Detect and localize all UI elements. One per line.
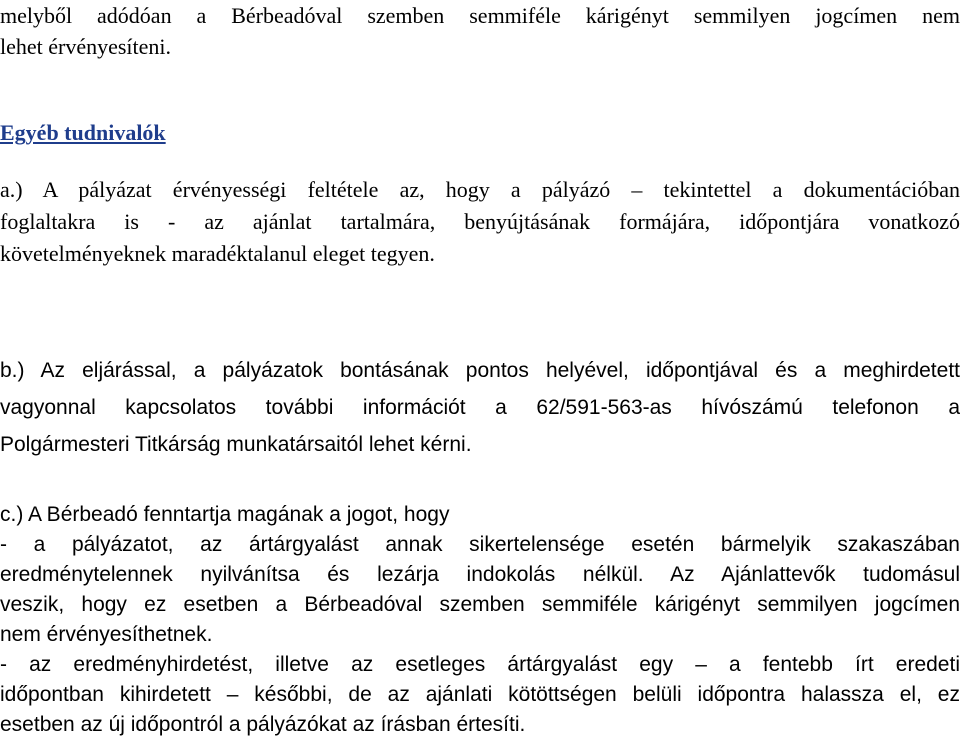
section-b-line-1: b.) Az eljárással, a pályázatok bontásának pontos helyével, időpontjával és a meghirdetett — [0, 359, 960, 382]
section-c-line-4: veszik, hogy ez esetben a Bérbeadóval szemben semmiféle kárigényt semmilyen jogcímen — [0, 593, 960, 616]
section-b-paragraph — [0, 352, 960, 463]
section-b-line-2: vagyonnal kapcsolatos további információt a 62/591-563-as hívószámú telefonon a — [0, 396, 960, 419]
intro-line-1: melyből adódóan a Bérbeadóval szemben semmiféle kárigényt semmilyen jogcímen nem — [0, 3, 960, 28]
heading-text: Egyéb tudnivalók — [0, 120, 166, 145]
section-c-line-7: időpontban kihirdetett – későbbi, de az ajánlati kötöttségen belüli időpontra halassza el, ez — [0, 683, 960, 706]
section-c-line-2: - a pályázatot, az ártárgyalást annak sikertelensége esetén bármelyik szakaszában — [0, 533, 960, 556]
section-a-paragraph — [0, 174, 960, 270]
section-c-line-3: eredménytelennek nyilvánítsa és lezárja indokolás nélkül. Az Ajánlattevők tudomásul — [0, 563, 960, 586]
section-heading — [0, 117, 960, 149]
section-a-line-1: a.) A pályázat érvényességi feltétele az, hogy a pályázó – tekintettel a dokumentációban — [0, 177, 960, 202]
section-c-line-6: - az eredményhirdetést, illetve az esetleges ártárgyalást egy – a fentebb írt eredeti — [0, 653, 960, 676]
section-c-paragraph — [0, 500, 960, 740]
section-c-line-5: nem érvényesíthetnek. — [0, 623, 213, 646]
section-a-line-2: foglaltakra is - az ajánlat tartalmára, benyújtásának formájára, időpontjára vonatkozó — [0, 209, 960, 234]
section-c-line-8: esetben az új időpontról a pályázókat az írásban értesíti. — [0, 713, 526, 736]
intro-line-2: lehet érvényesíteni. — [0, 34, 172, 59]
section-a-line-3: követelményeknek maradéktalanul eleget tegyen. — [0, 241, 435, 266]
intro-paragraph — [0, 0, 960, 62]
section-c-line-1: c.) A Bérbeadó fenntartja magának a jogot, hogy — [0, 503, 450, 526]
section-b-line-3: Polgármesteri Titkárság munkatársaitól lehet kérni. — [0, 433, 472, 456]
